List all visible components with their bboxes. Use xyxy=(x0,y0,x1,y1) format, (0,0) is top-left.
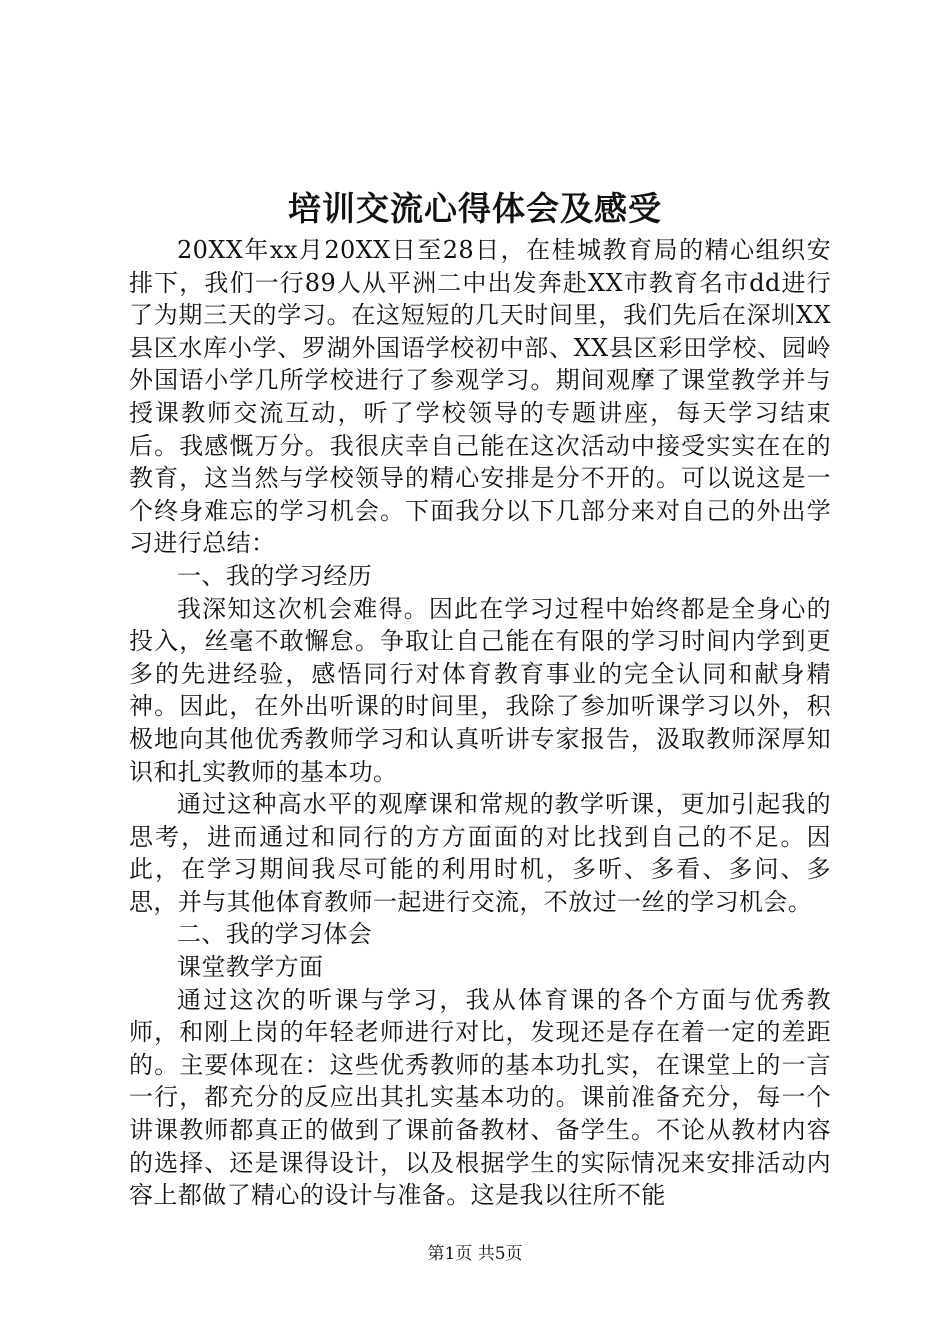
section-heading-experience: 一、我的学习经历 xyxy=(177,561,373,590)
paragraph-experience-1: 我深知这次机会难得。因此在学习过程中始终都是全身心的投入，丝毫不敢懈怠。争取让自己能在有限的学习时间内学到更多的先进经验，感悟同行对体育教育事业的完全认同和献身精神。因此，在外出听课的时间里，我除了参加听课学习以外，积极地向其他优秀教师学习和认真听讲专家报告，汲取教师深厚知识和扎实教师的基本功。 xyxy=(129,594,831,786)
document-title: 培训交流心得体会及感受 xyxy=(288,189,662,228)
paragraph-classroom: 通过这次的听课与学习，我从体育课的各个方面与优秀教师，和刚上岗的年轻老师进行对比，发现还是存在着一定的差距的。主要体现在：这些优秀教师的基本功扎实，在课堂上的一言一行，都充分的反应出其扎实基本功的。课前准备充分，每一个讲课教师都真正的做到了课前备教材、备学生。不论从教材内容的选择、还是课得设计，以及根据学生的实际情况来安排活动内容上都做了精心的设计与准备。这是我以往所不能 xyxy=(129,985,831,1210)
page-footer: 第1页 共5页 xyxy=(427,1244,523,1264)
paragraph-experience-2: 通过这种高水平的观摩课和常规的教学听课，更加引起我的思考，进而通过和同行的方方面面的对比找到自己的不足。因此，在学习期间我尽可能的利用时机，多听、多看、多问、多思，并与其他体育教师一起进行交流，不放过一丝的学习机会。 xyxy=(129,790,831,916)
subsection-heading-classroom: 课堂教学方面 xyxy=(177,953,324,982)
document-body xyxy=(129,234,831,1212)
section-heading-insights: 二、我的学习体会 xyxy=(177,920,373,949)
paragraph-intro: 20XX年xx月20XX日至28日，在桂城教育局的精心组织安排下，我们一行89人从平洲二中出发奔赴XX市教育名市dd进行了为期三天的学习。在这短短的几天时间里，我们先后在深圳XX县区水库小学、罗湖外国语学校初中部、XX县区彩田学校、园岭外国语小学几所学校进行了参观学习。期间观摩了课堂教学并与授课教师交流互动，听了学校领导的专题讲座，每天学习结束后。我感慨万分。我很庆幸自己能在这次活动中接受实实在在的教育，这当然与学校领导的精心安排是分不开的。可以说这是一个终身难忘的学习机会。下面我分以下几部分来对自己的外出学习进行总结： xyxy=(129,236,831,558)
